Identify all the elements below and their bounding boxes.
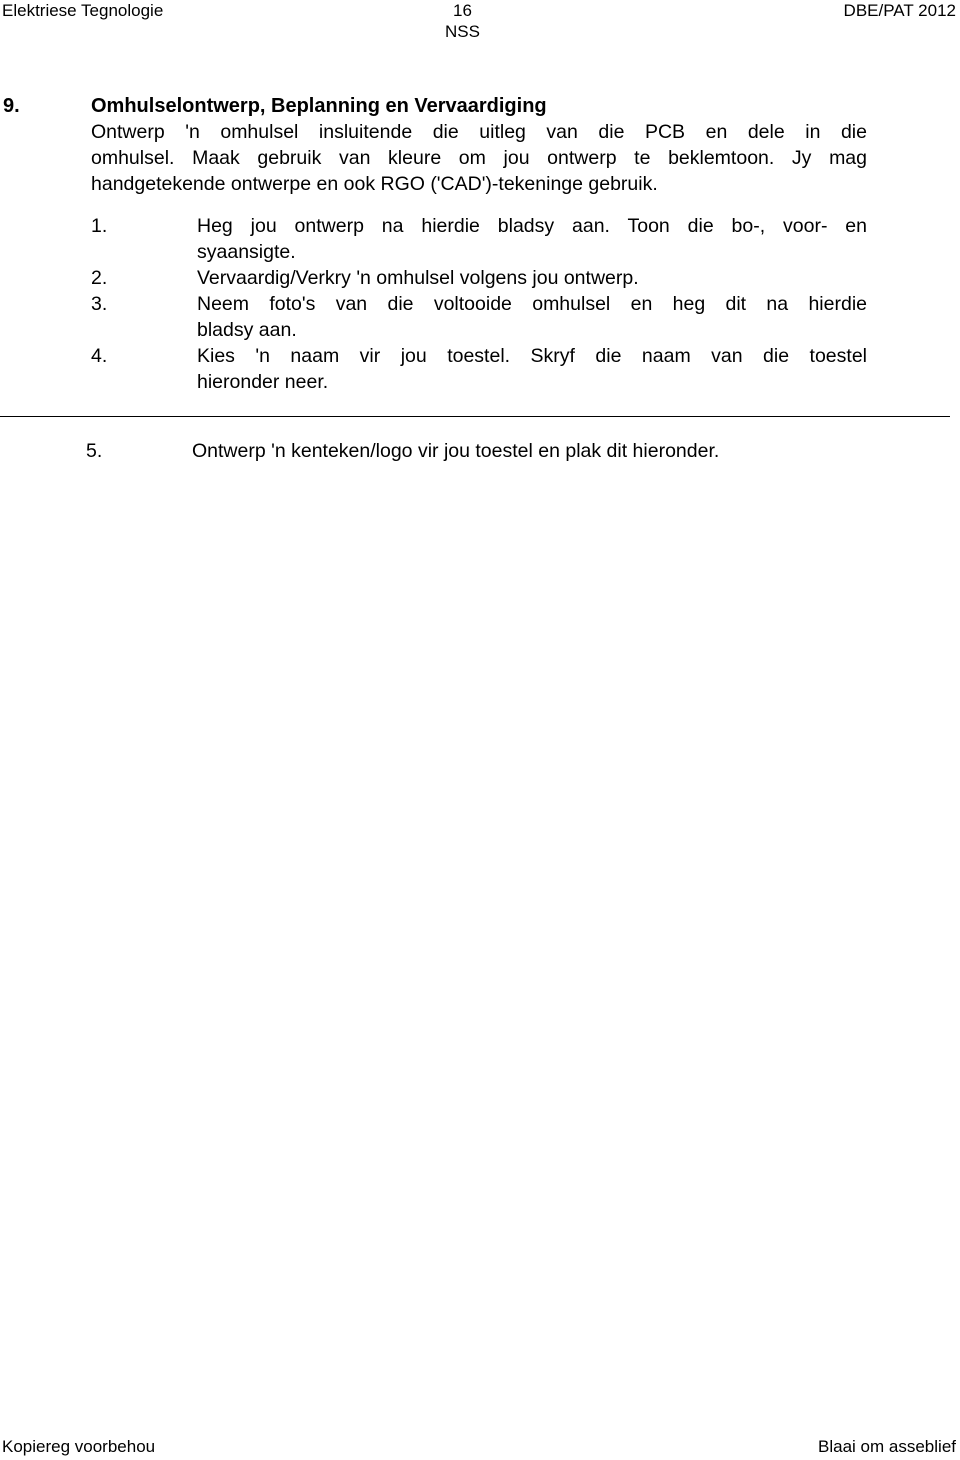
section-intro (91, 119, 867, 197)
item-line: Neem foto's van die voltooide omhulsel en heg dit na hierdie (197, 293, 867, 315)
item-line: hieronder neer. (197, 371, 329, 393)
item-line: Kies 'n naam vir jou toestel. Skryf die naam van die toestel (197, 345, 867, 367)
item-line: Vervaardig/Verkry 'n omhulsel volgens jou ontwerp. (197, 267, 639, 289)
item-line: Heg jou ontwerp na hierdie bladsy aan. Toon die bo-, voor- en (197, 215, 867, 237)
header-code: DBE/PAT 2012 (843, 1, 956, 20)
footer-turn-page: Blaai om asseblief (818, 1437, 956, 1456)
item-text (197, 291, 867, 343)
item-number: 1. (91, 215, 108, 237)
section-title: Omhulselontwerp, Beplanning en Vervaardiging (91, 95, 547, 117)
item-number: 3. (91, 293, 108, 315)
item-text (197, 265, 867, 291)
header-subject: Elektriese Tegnologie (2, 1, 164, 20)
section-number: 9. (3, 95, 20, 117)
intro-line: Ontwerp 'n omhulsel insluitende die uitleg van die PCB en dele in die (91, 121, 867, 143)
item-number: 4. (91, 345, 108, 367)
item5-text: Ontwerp 'n kenteken/logo vir jou toestel en plak dit hieronder. (192, 440, 720, 462)
item-text (197, 213, 867, 265)
header-page-number: 16 (453, 1, 472, 20)
item-number: 2. (91, 267, 108, 289)
intro-line: handgetekende ontwerpe en ook RGO ('CAD')-tekeninge gebruik. (91, 173, 658, 195)
item-line: bladsy aan. (197, 319, 297, 341)
item-text (197, 343, 867, 395)
item5-number: 5. (86, 440, 103, 462)
intro-line: omhulsel. Maak gebruik van kleure om jou ontwerp te beklemtoon. Jy mag (91, 147, 867, 169)
horizontal-rule (0, 416, 950, 417)
item-line: syaansigte. (197, 241, 296, 263)
footer-copyright: Kopiereg voorbehou (2, 1437, 156, 1456)
header-page-sub: NSS (445, 22, 480, 41)
